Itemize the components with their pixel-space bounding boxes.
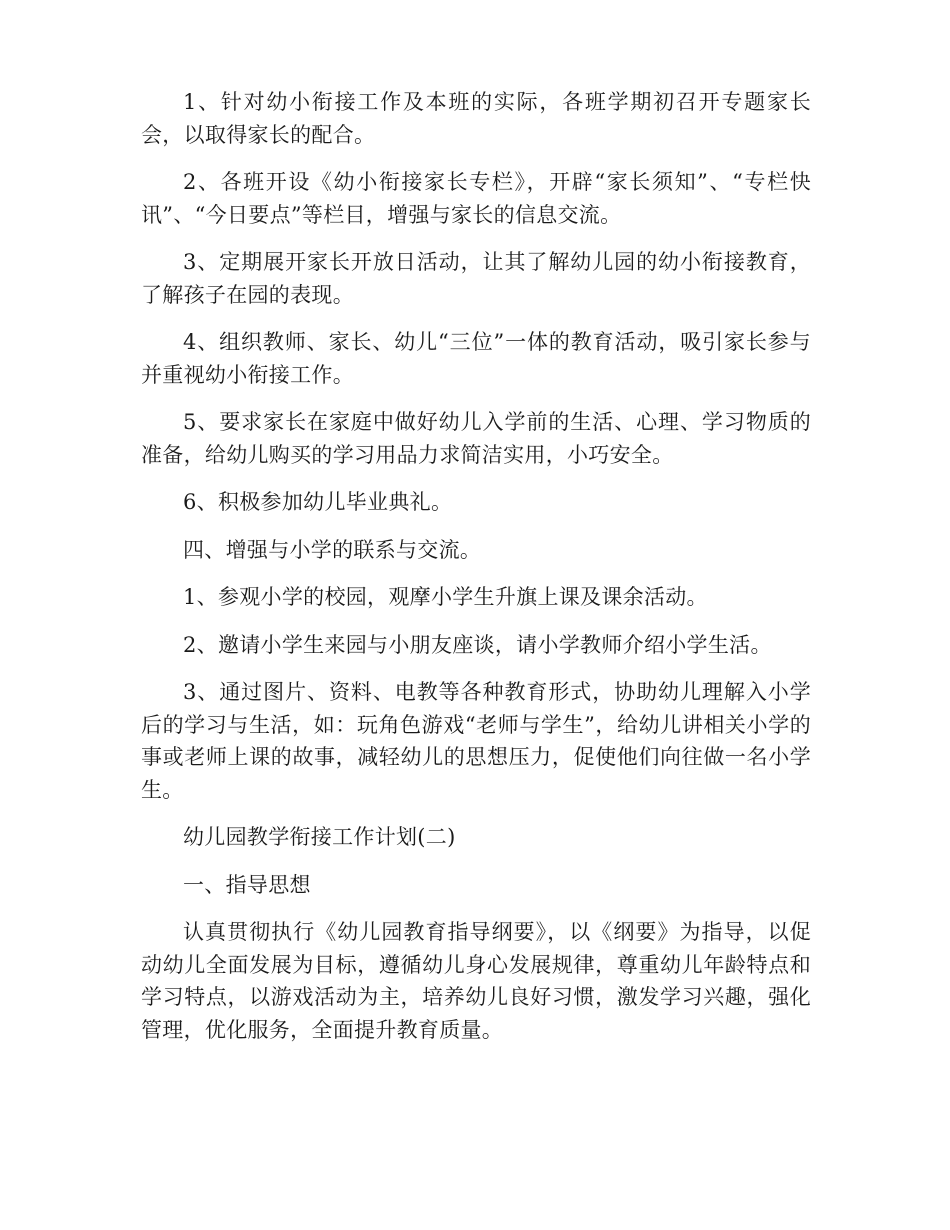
paragraph-4: 4、组织教师、家长、幼儿“三位”一体的教育活动，吸引家长参与并重视幼小衔接工作。 xyxy=(141,330,811,387)
paragraph-1: 1、针对幼小衔接工作及本班的实际，各班学期初召开专题家长会，以取得家长的配合。 xyxy=(141,90,811,147)
paragraph-9: 3、通过图片、资料、电教等各种教育形式，协助幼儿理解入小学后的学习与生活，如：玩角色游戏“老师与学生”，给幼儿讲相关小学的事或老师上课的故事，减轻幼儿的思想压力，促使他们向往做一名小学生。 xyxy=(141,680,811,802)
paragraph-5: 5、要求家长在家庭中做好幼儿入学前的生活、心理、学习物质的准备，给幼儿购买的学习用品力求简洁实用，小巧安全。 xyxy=(141,410,811,467)
document-body xyxy=(141,86,811,1061)
paragraph-6: 6、积极参加幼儿毕业典礼。 xyxy=(183,490,453,514)
paragraph-3: 3、定期展开家长开放日活动，让其了解幼儿园的幼小衔接教育，了解孩子在园的表现。 xyxy=(141,250,811,307)
paragraph-7: 1、参观小学的校园，观摩小学生升旗上课及课余活动。 xyxy=(183,585,708,609)
document-title-2: 幼儿园教学衔接工作计划(二) xyxy=(183,825,456,849)
paragraph-10: 认真贯彻执行《幼儿园教育指导纲要》，以《纲要》为指导，以促动幼儿全面发展为目标，遵循幼儿身心发展规律，尊重幼儿年龄特点和学习特点，以游戏活动为主，培养幼儿良好习惯，激发学习兴趣，强化管理，优化服务，全面提升教育质量。 xyxy=(141,920,811,1042)
section-heading-1: 一、指导思想 xyxy=(183,872,311,897)
paragraph-2: 2、各班开设《幼小衔接家长专栏》，开辟“家长须知”、“专栏快讯”、“今日要点”等栏目，增强与家长的信息交流。 xyxy=(141,170,811,227)
section-heading-4: 四、增强与小学的联系与交流。 xyxy=(183,537,482,562)
paragraph-8: 2、邀请小学生来园与小朋友座谈，请小学教师介绍小学生活。 xyxy=(183,632,772,657)
